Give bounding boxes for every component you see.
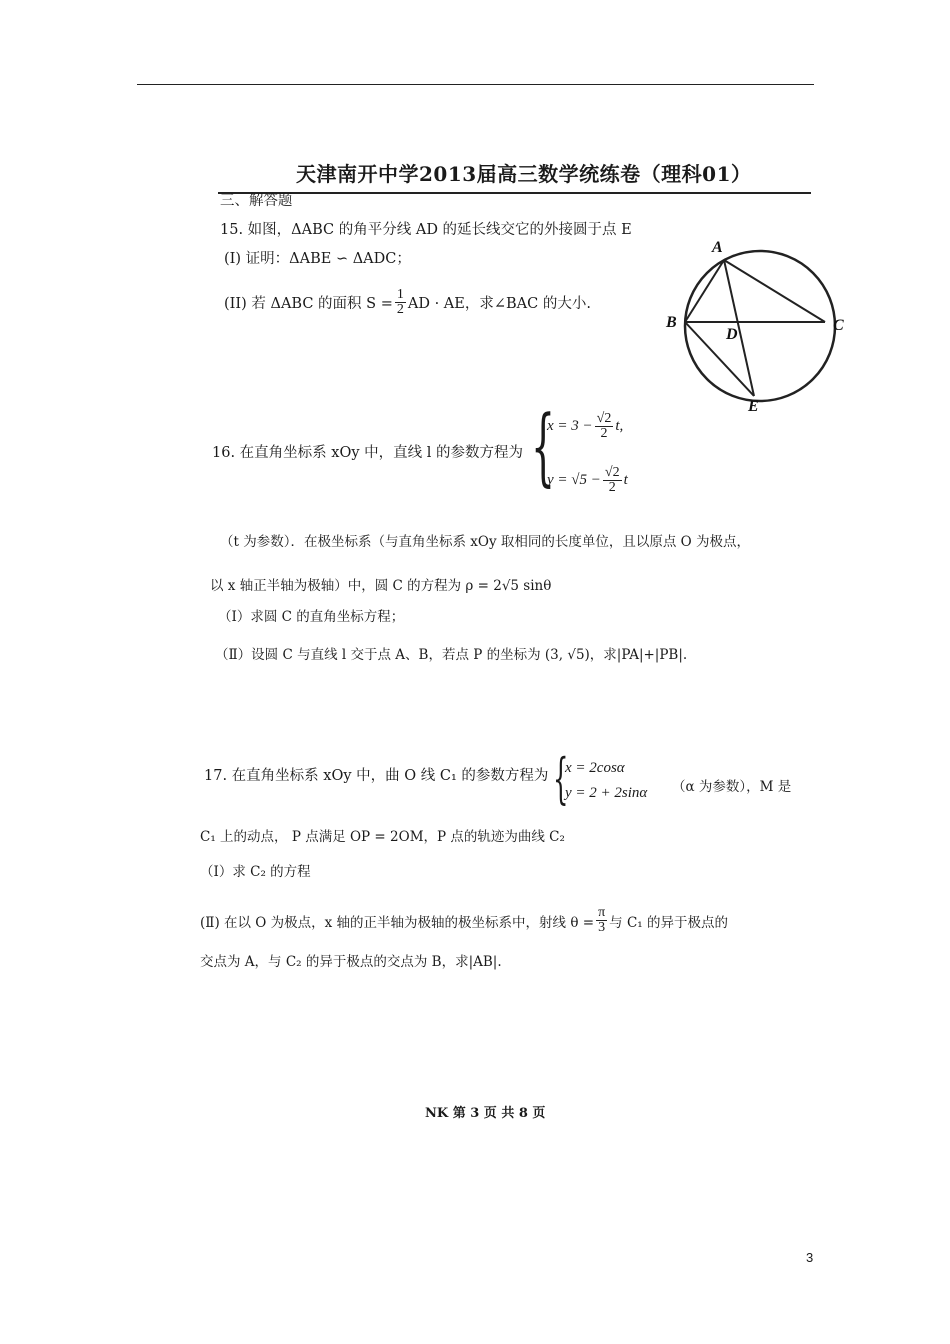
q17-part2-fraction <box>596 906 607 935</box>
q15-part1: (I) 证明：ΔABE ∽ ΔADC； <box>224 251 411 267</box>
q16-eq-y-frac-num: √2 <box>604 465 620 480</box>
q16-eq-y-left: y = √5 − <box>547 472 601 488</box>
q16-part1: （Ⅰ）求圆 C 的直角坐标方程； <box>218 609 405 625</box>
q15-part2-prefix: (II) 若 ΔABC 的面积 S = <box>224 296 393 312</box>
q17-part2-prefix: (Ⅱ) 在以 O 为极点，x 轴的正半轴为极轴的极坐标系中，射线 θ = <box>200 914 595 931</box>
circumcircle <box>685 251 835 401</box>
q15-part2-suffix: AD · AE，求∠BAC 的大小. <box>407 296 591 312</box>
top-rule <box>137 84 814 85</box>
q16-line3: 以 x 轴正半轴为极轴）中，圆 C 的方程为 ρ = 2√5 sinθ <box>210 578 552 594</box>
q17-brace: { <box>553 747 569 810</box>
q15-part2-fraction <box>395 288 406 317</box>
q15-frac-num: 1 <box>396 287 404 302</box>
q15-circle-figure <box>660 236 860 416</box>
q16-eq-x-frac-den: 2 <box>600 426 608 441</box>
q17-stem: 17. 在直角坐标系 xOy 中，曲 O 线 C₁ 的参数方程为 <box>204 768 549 784</box>
q17-part1: （Ⅰ）求 C₂ 的方程 <box>200 864 311 880</box>
q15-stem: 15. 如图，ΔABC 的角平分线 AD 的延长线交它的外接圆于点 E <box>220 222 632 238</box>
label-C: C <box>833 317 844 334</box>
q17-part2-suffix: 与 C₁ 的异于极点的 <box>609 914 728 931</box>
q16-eq-x <box>547 412 623 441</box>
q16-eq-x-frac <box>595 412 614 441</box>
q17-eq-y: y = 2 + 2sinα <box>565 785 648 801</box>
exam-title: 天津南开中学2013届高三数学统练卷（理科01） <box>296 162 752 186</box>
q16-eq-x-left: x = 3 − <box>547 418 593 434</box>
q15-frac-den: 2 <box>396 302 404 317</box>
q17-line2: C₁ 上的动点， P 点满足 OP = 2OM，P 点的轨迹为曲线 C₂ <box>200 829 565 845</box>
q17-part2 <box>200 906 728 935</box>
q17-eq-x: x = 2cosα <box>565 760 625 776</box>
q16-stem: 16. 在直角坐标系 xOy 中，直线 l 的参数方程为 <box>212 445 523 461</box>
q17-frac-num: π <box>598 905 606 920</box>
q16-line2: （t 为参数）．在极坐标系（与直角坐标系 xOy 取相同的长度单位，且以原点 O 为极点， <box>220 534 751 550</box>
label-A: A <box>712 239 723 256</box>
q15-part2 <box>224 288 591 317</box>
segment-AB <box>685 260 724 322</box>
q16-brace: { <box>531 397 556 495</box>
section-heading: 三、解答题 <box>220 193 293 209</box>
q16-eq-y-frac-den: 2 <box>608 480 616 495</box>
q17-last-line: 交点为 A，与 C₂ 的异于极点的交点为 B，求|AB|. <box>200 954 502 970</box>
q16-eq-y-tail: t <box>623 472 628 488</box>
q17-frac-den: 3 <box>598 920 606 935</box>
label-E: E <box>748 398 759 415</box>
q16-eq-y <box>547 466 628 495</box>
page-number: 3 <box>806 1250 814 1265</box>
segment-BE <box>685 322 754 396</box>
q16-eq-y-frac <box>603 466 622 495</box>
q16-eq-x-frac-num: √2 <box>596 411 612 426</box>
q16-eq-x-tail: t, <box>615 418 624 434</box>
inner-page-footer: NK 第 3 页 共 8 页 <box>425 1106 546 1121</box>
q16-part2: （Ⅱ）设圆 C 与直线 l 交于点 A、B，若点 P 的坐标为 (3, √5)，求|PA|+|PB|. <box>215 647 688 663</box>
q17-eq-tail: （α 为参数），M 是 <box>672 779 792 795</box>
title-rule <box>218 192 811 194</box>
label-D: D <box>726 326 738 343</box>
label-B: B <box>666 314 677 331</box>
